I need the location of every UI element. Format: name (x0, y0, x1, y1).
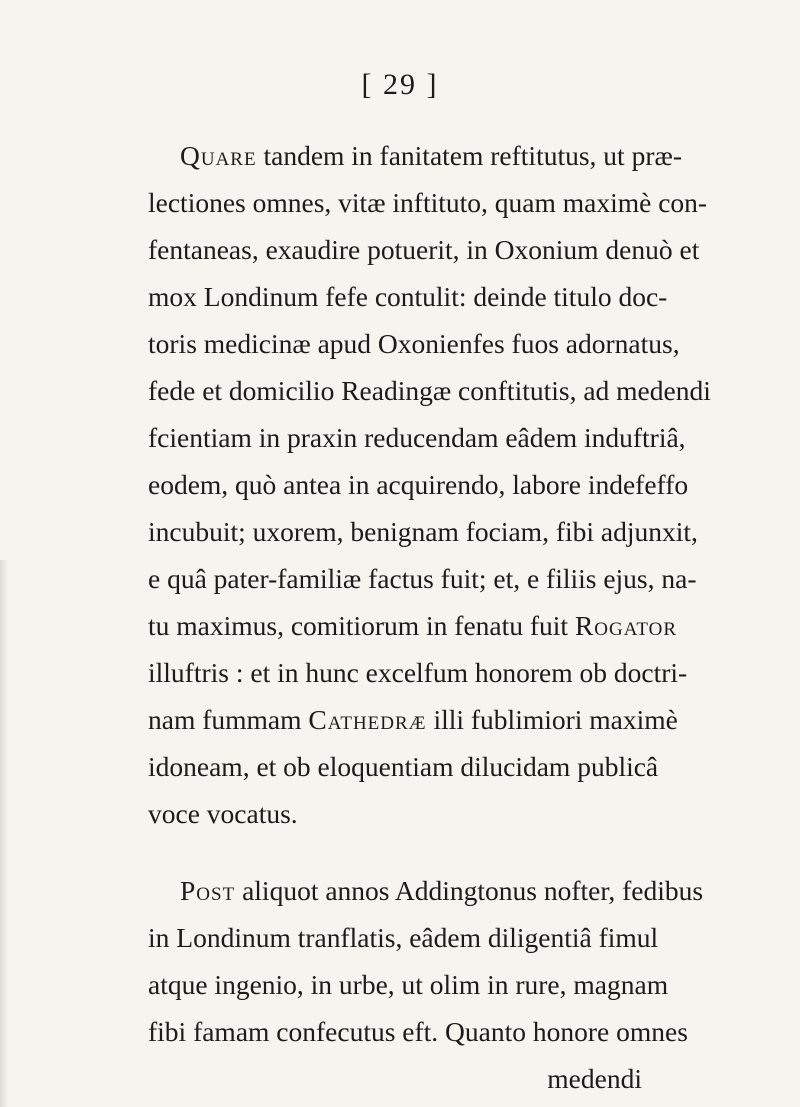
text-line (180, 140, 682, 171)
text-line: lectiones omnes, vitæ inftituto, quam maximè con- (148, 187, 708, 218)
text-line: toris medicinæ apud Oxonienfes fuos adornatus, (148, 328, 680, 359)
drop-word: Post (180, 875, 236, 906)
small-caps-word: Cathedræ (308, 704, 427, 735)
text-line: eodem, quò antea in acquirendo, labore indefeffo (148, 469, 689, 500)
text-line: mox Londinum fefe contulit: deinde titulo doc- (148, 281, 668, 312)
text-line: voce vocatus. (148, 798, 298, 829)
text-line: fede et domicilio Readingæ conftitutis, ad medendi (148, 375, 711, 406)
drop-word: Quare (180, 140, 257, 171)
text-line: fentaneas, exaudire potuerit, in Oxonium denuò et (148, 234, 700, 265)
text-line (148, 704, 678, 735)
small-caps-word: Rogator (574, 610, 678, 641)
catchword: medendi (547, 1063, 642, 1094)
line-text: tandem in fanitatem reftitutus, ut præ- (256, 140, 682, 171)
text-line: fcientiam in praxin reducendam eâdem induftriâ, (148, 422, 686, 453)
text-line: fibi famam confecutus eft. Quanto honore omnes (148, 1016, 688, 1047)
text-line (180, 875, 704, 906)
text-line: e quâ pater-familiæ factus fuit; et, e filiis ejus, na- (148, 563, 697, 594)
line-text: aliquot annos Addingtonus nofter, fedibus (235, 875, 704, 906)
text-line (148, 610, 678, 641)
text-line: atque ingenio, in urbe, ut olim in rure, magnam (148, 969, 669, 1000)
page-edge-shadow (0, 560, 8, 1107)
text-line: idoneam, et ob eloquentiam dilucidam publicâ (148, 751, 659, 782)
text-line: incubuit; uxorem, benignam fociam, fibi adjunxit, (148, 516, 698, 547)
line-text: nam fummam (148, 704, 309, 735)
text-line: in Londinum tranflatis, eâdem diligentiâ fimul (148, 922, 659, 953)
text-line: illuftris : et in hunc excelfum honorem ob doctri- (148, 657, 688, 688)
line-text: tu maximus, comitiorum in fenatu fuit (148, 610, 575, 641)
page-number: [ 29 ] (361, 68, 439, 101)
line-text: illi fublimiori maximè (426, 704, 678, 735)
